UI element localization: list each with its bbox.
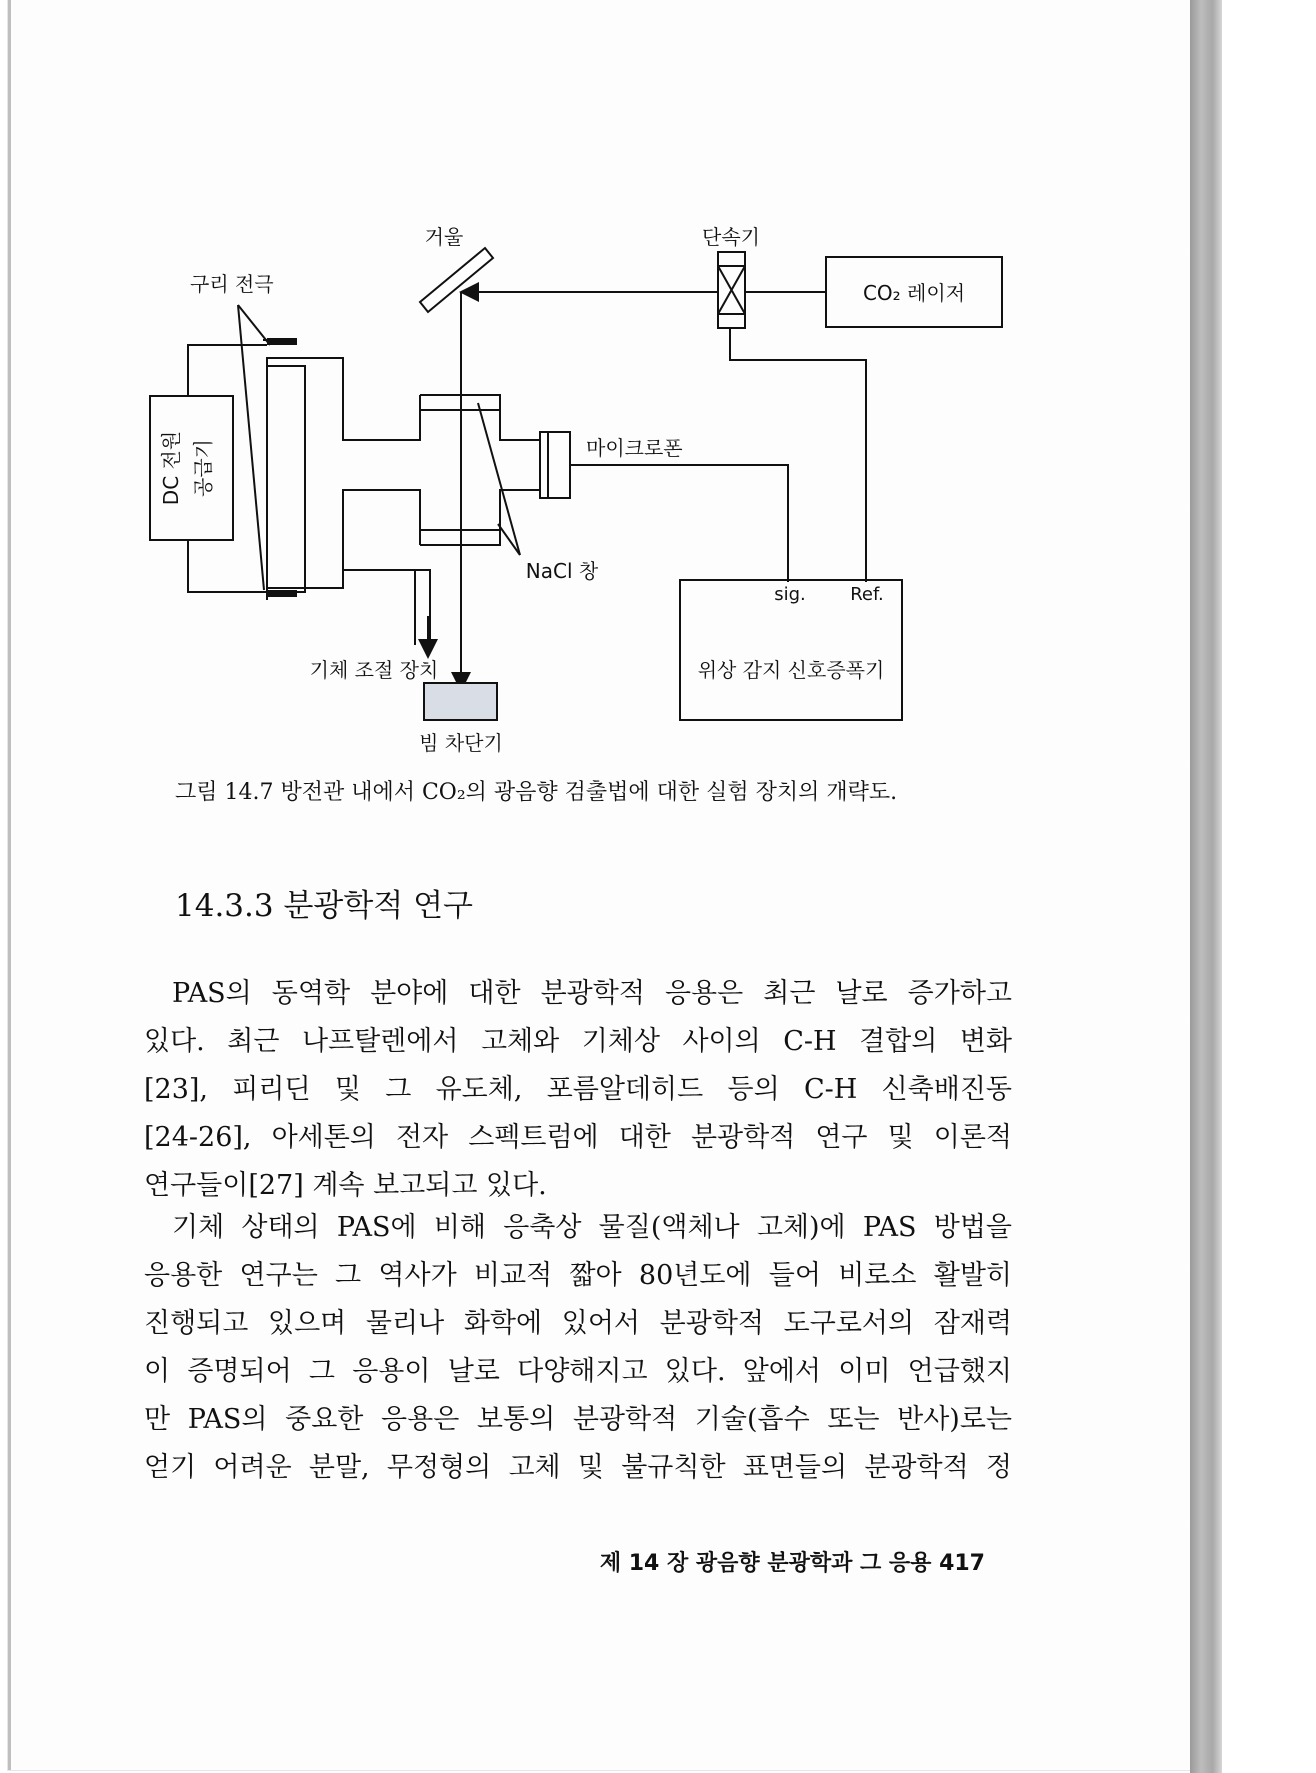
mirror-icon [420, 248, 493, 312]
electrode-top [267, 338, 297, 345]
paragraph-line: 이 증명되어 그 응용이 날로 다양해지고 있다. 앞에서 이미 언급했지 [144, 1356, 1012, 1387]
label-co2-laser: CO₂ 레이저 [862, 281, 966, 305]
figure-caption: 그림 14.7 방전관 내에서 CO₂의 광음향 검출법에 대한 실험 장치의 개략도. [175, 780, 898, 805]
paragraph-1 [144, 970, 1012, 1210]
paragraph-line: 만 PAS의 중요한 응용은 보통의 분광학적 기술(흡수 또는 반사)로는 [144, 1404, 1012, 1435]
chopper-icon [718, 252, 745, 328]
label-beam-stop: 빔 차단기 [419, 731, 503, 755]
label-sig: sig. [774, 584, 806, 605]
microphone-icon [528, 432, 570, 498]
label-copper-electrode: 구리 전극 [190, 272, 274, 296]
label-dc-power-1: DC 전원 [159, 430, 183, 506]
label-ref: Ref. [850, 584, 884, 605]
label-nacl-window: NaCl 창 [525, 559, 599, 583]
label-lock-in: 위상 감지 신호증폭기 [697, 658, 885, 682]
apparatus-diagram [0, 200, 1100, 780]
discharge-cell [267, 358, 528, 655]
paragraph-line: 기체 상태의 PAS에 비해 응축상 물질(액체나 고체)에 PAS 방법을 [172, 1212, 1012, 1243]
paragraph-line: [23], 피리딘 및 그 유도체, 포름알데히드 등의 C-H 신축배진동 [144, 1074, 1012, 1105]
section-heading: 14.3.3 분광학적 연구 [175, 888, 473, 924]
paragraph-line: 진행되고 있으며 물리나 화학에 있어서 분광학적 도구로서의 잠재력 [144, 1308, 1012, 1339]
label-chopper: 단속기 [702, 225, 760, 249]
label-microphone: 마이크로폰 [586, 436, 683, 460]
page-footer: 제 14 장 광음향 분광학과 그 응용 417 [599, 1551, 985, 1576]
paragraph-line: 있다. 최근 나프탈렌에서 고체와 기체상 사이의 C-H 결합의 변화 [144, 1026, 1012, 1057]
paragraph-line: [24-26], 아세톤의 전자 스펙트럼에 대한 분광학적 연구 및 이론적 [144, 1122, 1012, 1153]
label-mirror: 거울 [424, 225, 464, 249]
beam-stop-box [424, 683, 497, 720]
label-gas-control: 기체 조절 장치 [309, 658, 439, 682]
paragraph-line: 연구들이[27] 계속 보고되고 있다. [144, 1170, 547, 1201]
paragraph-line: 얻기 어려운 분말, 무정형의 고체 및 불규칙한 표면들의 분광학적 정 [144, 1452, 1012, 1483]
paragraph-line: PAS의 동역학 분야에 대한 분광학적 응용은 최근 날로 증가하고 [172, 978, 1012, 1009]
electrode-bottom [267, 590, 297, 597]
page-edge-shadow [1190, 0, 1222, 1773]
paragraph-line: 응용한 연구는 그 역사가 비교적 짧아 80년도에 들어 비로소 활발히 [144, 1260, 1012, 1291]
paragraph-2 [144, 1204, 1012, 1492]
label-dc-power-2: 공급기 [191, 439, 215, 497]
